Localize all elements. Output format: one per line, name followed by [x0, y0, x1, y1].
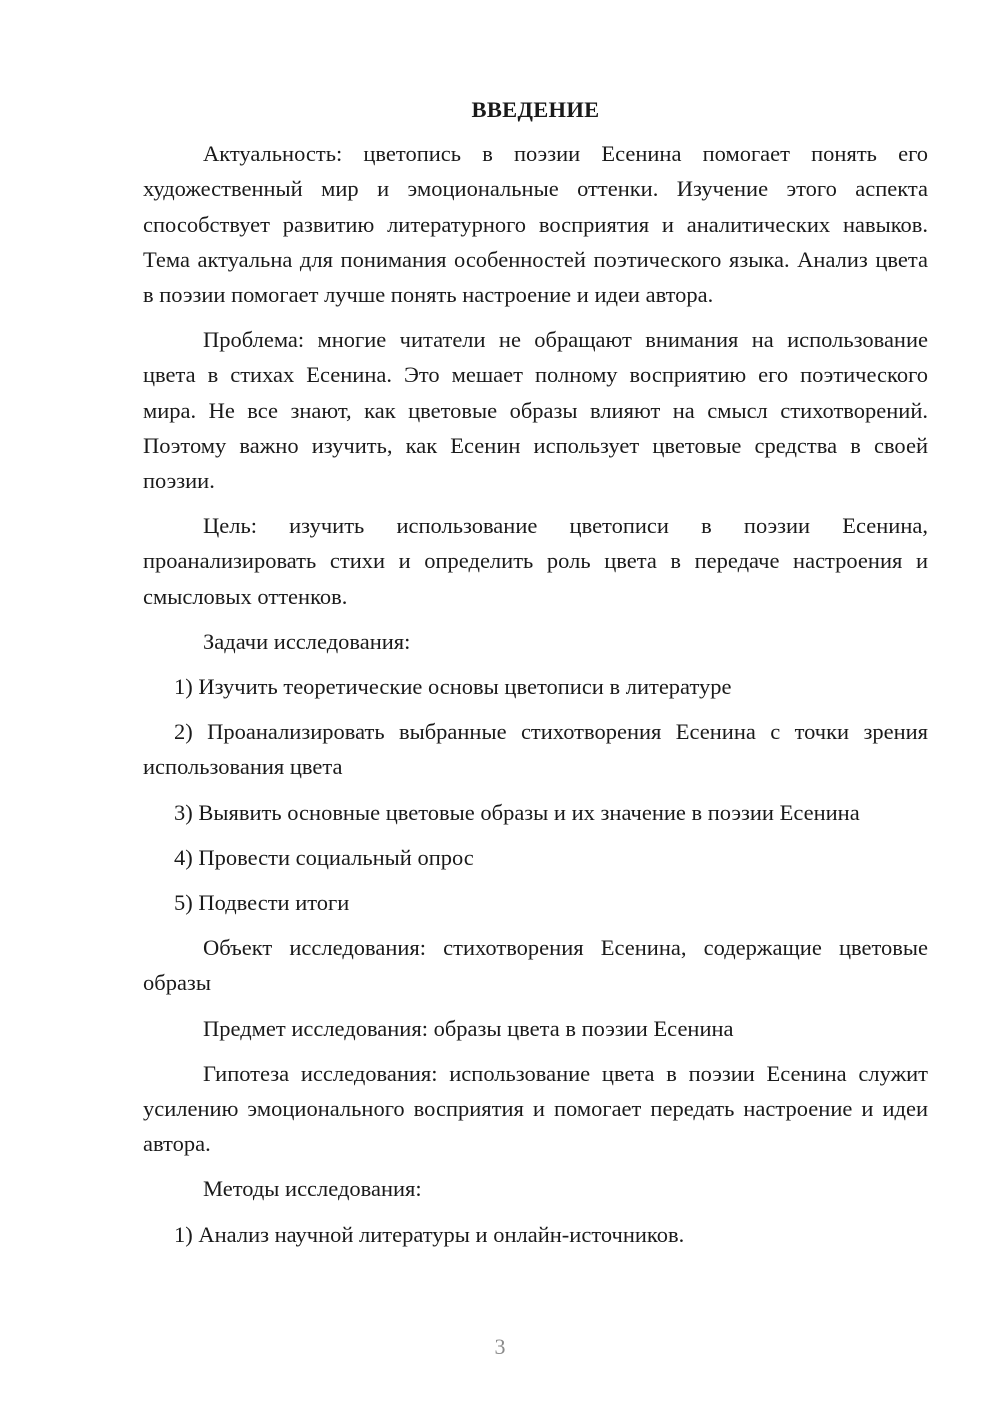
hypothesis-paragraph: Гипотеза исследования: использование цвета в поэзии Есенина служит усилению эмоционального восприятия и помогает передать настроение и идеи автора.: [143, 1060, 928, 1157]
object-paragraph: Объект исследования: стихотворения Есенина, содержащие цветовые образы: [143, 935, 928, 996]
list-item: 2) Проанализировать выбранные стихотворения Есенина с точки зрения использования цвета: [143, 719, 928, 780]
tasks-list: [143, 669, 928, 920]
list-item: 3) Выявить основные цветовые образы и их значение в поэзии Есенина: [174, 799, 860, 825]
methods-list: [143, 1217, 928, 1252]
document-page: [143, 92, 928, 1262]
methods-heading: Методы исследования:: [203, 1176, 422, 1202]
list-item: 4) Провести социальный опрос: [174, 844, 474, 870]
page-number: 3: [494, 1334, 506, 1359]
list-item: 1) Изучить теоретические основы цветописи в литературе: [174, 674, 732, 700]
problem-paragraph: Проблема: многие читатели не обращают внимания на использование цвета в стихах Есенина. Это мешает полному восприятию его поэтического мира. Не все знают, как цветовые образы влияют на смысл стихотворений. Поэтому важно изучить, как Есенин использует цветовые средства в своей поэзии.: [143, 327, 928, 494]
relevance-paragraph: Актуальность: цветопись в поэзии Есенина помогает понять его художественный мир и эмоциональные оттенки. Изучение этого аспекта способствует развитию литературного восприятия и аналитических навыков. Тема актуальна для понимания особенностей поэтического языка. Анализ цвета в поэзии помогает лучше понять настроение и идеи автора.: [143, 141, 928, 308]
tasks-heading: Задачи исследования:: [203, 628, 411, 654]
subject-paragraph: Предмет исследования: образы цвета в поэзии Есенина: [203, 1015, 734, 1041]
goal-paragraph: Цель: изучить использование цветописи в поэзии Есенина, проанализировать стихи и определить роль цвета в передаче настроения и смысловых оттенков.: [143, 513, 928, 609]
list-item: 1) Анализ научной литературы и онлайн-источников.: [174, 1221, 685, 1247]
list-item: 5) Подвести итоги: [174, 890, 350, 916]
page-title: ВВЕДЕНИЕ: [471, 97, 600, 122]
